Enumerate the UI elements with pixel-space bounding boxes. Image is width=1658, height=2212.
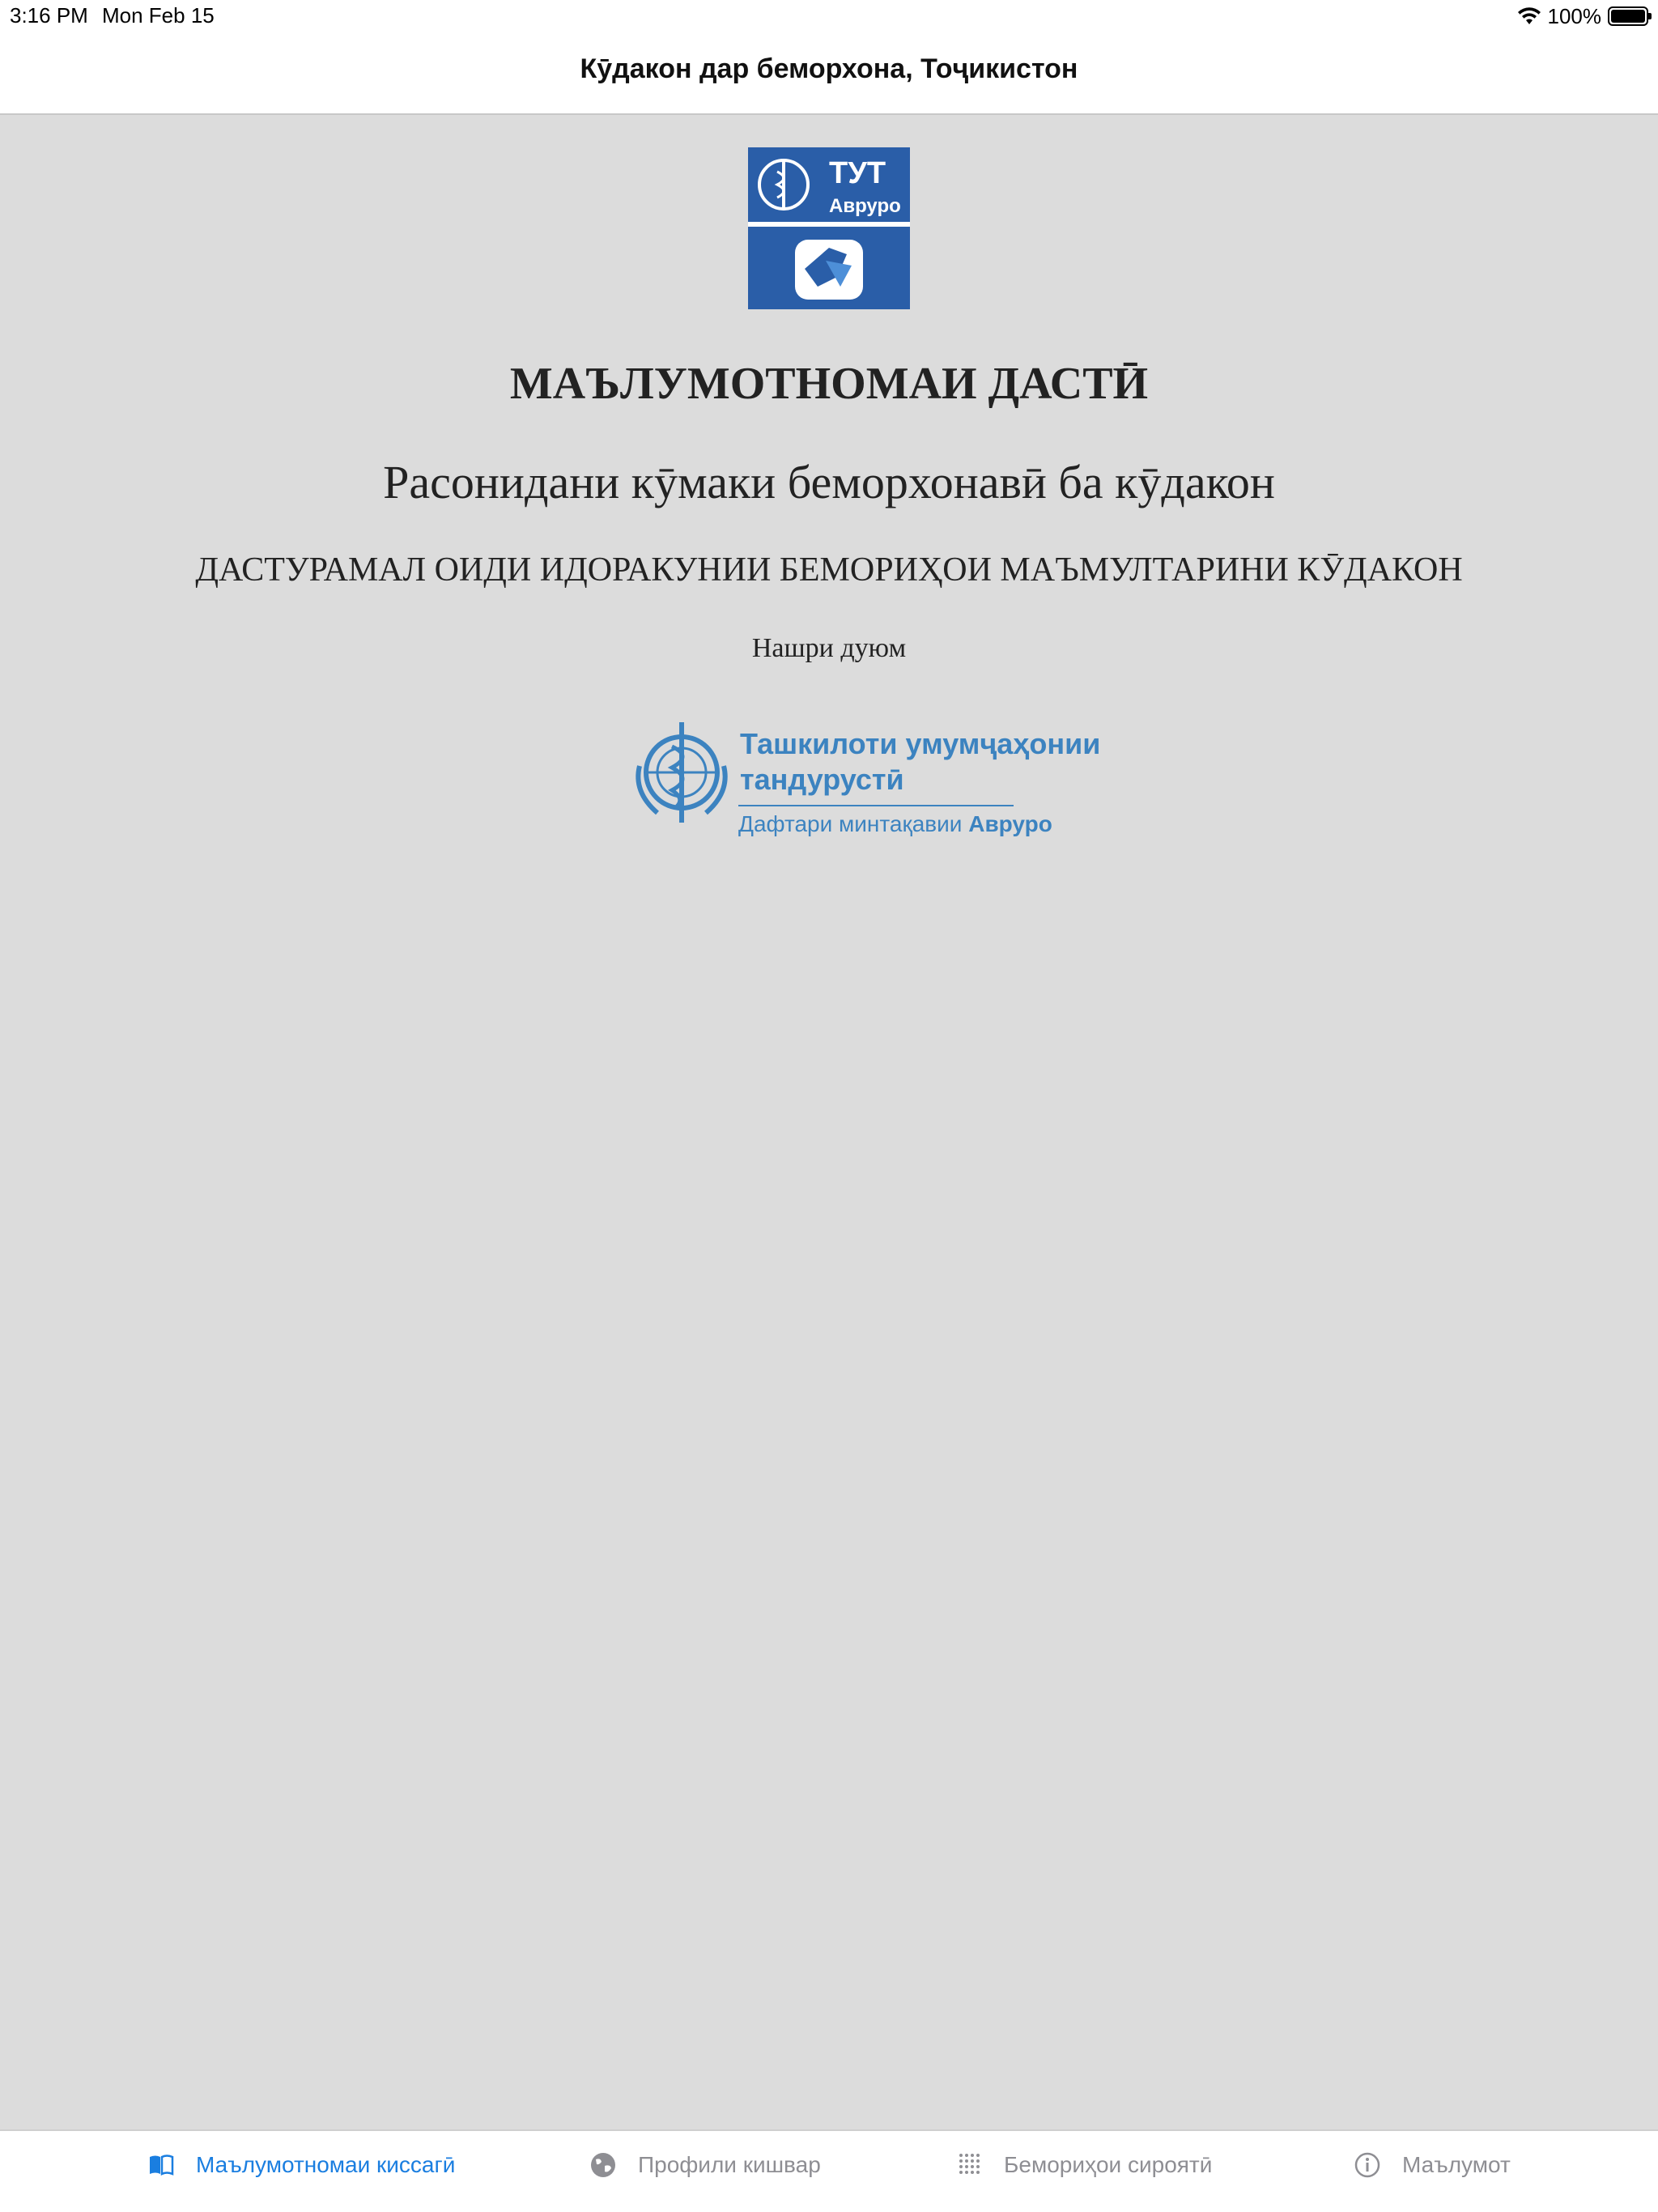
tab-pocket-book-label: Маълумотномаи киссагӣ bbox=[196, 2152, 456, 2177]
battery-percent: 100% bbox=[1547, 3, 1601, 28]
tab-country-profile[interactable] bbox=[589, 2149, 821, 2181]
tab-info-label: Маълумот bbox=[1402, 2152, 1511, 2177]
page-title: Кӯдакон дар беморхона, Тоҷикистон bbox=[580, 53, 1078, 84]
status-right bbox=[1517, 3, 1649, 29]
content-area[interactable] bbox=[0, 115, 1658, 2131]
who-name-line2: тандурустӣ bbox=[740, 763, 904, 796]
battery-fill bbox=[1611, 10, 1645, 23]
who-region-name: Авруро bbox=[968, 811, 1052, 836]
who-region-line bbox=[738, 811, 1052, 837]
tab-infectious-diseases[interactable] bbox=[955, 2149, 1212, 2181]
who-europe-logo-top bbox=[748, 147, 910, 309]
who-logo bbox=[627, 714, 1101, 844]
header bbox=[0, 0, 1658, 115]
info-icon bbox=[1354, 2151, 1381, 2179]
logo-top-line1: ТУТ bbox=[829, 156, 886, 190]
battery-icon bbox=[1608, 6, 1648, 26]
tab-bar bbox=[0, 2129, 1658, 2212]
tab-info[interactable] bbox=[1354, 2149, 1511, 2181]
document-subtitle: Расонидани кӯмаки беморхонавӣ ба кӯдакон bbox=[383, 456, 1275, 508]
document-caps-line: ДАСТУРАМАЛ ОИДИ ИДОРАКУНИИ БЕМОРИҲОИ МАЪМУЛТАРИНИ КӮДАКОН bbox=[195, 551, 1463, 589]
tab-pocket-book[interactable] bbox=[147, 2149, 455, 2181]
status-time: 3:16 PM bbox=[10, 3, 88, 28]
globe-icon bbox=[589, 2151, 617, 2179]
status-date: Mon Feb 15 bbox=[102, 3, 215, 28]
document-edition: Нашри дуюм bbox=[751, 633, 907, 663]
logo-top-line2: Авруро bbox=[829, 195, 901, 217]
book-icon bbox=[147, 2151, 175, 2179]
who-region-prefix: Дафтари минтақавии bbox=[738, 811, 969, 836]
who-divider bbox=[738, 805, 1014, 806]
tab-country-profile-label: Профили кишвар bbox=[638, 2152, 821, 2177]
who-emblem-icon bbox=[627, 717, 737, 827]
document-title: МАЪЛУМОТНОМАИ ДАСТӢ bbox=[509, 359, 1149, 409]
wifi-icon bbox=[1517, 6, 1541, 26]
tab-infectious-diseases-label: Бемориҳои сироятӣ bbox=[1004, 2152, 1213, 2177]
who-name-line1: Ташкилоти умумҷаҳонии bbox=[740, 727, 1101, 760]
dots-grid-icon bbox=[955, 2151, 983, 2179]
